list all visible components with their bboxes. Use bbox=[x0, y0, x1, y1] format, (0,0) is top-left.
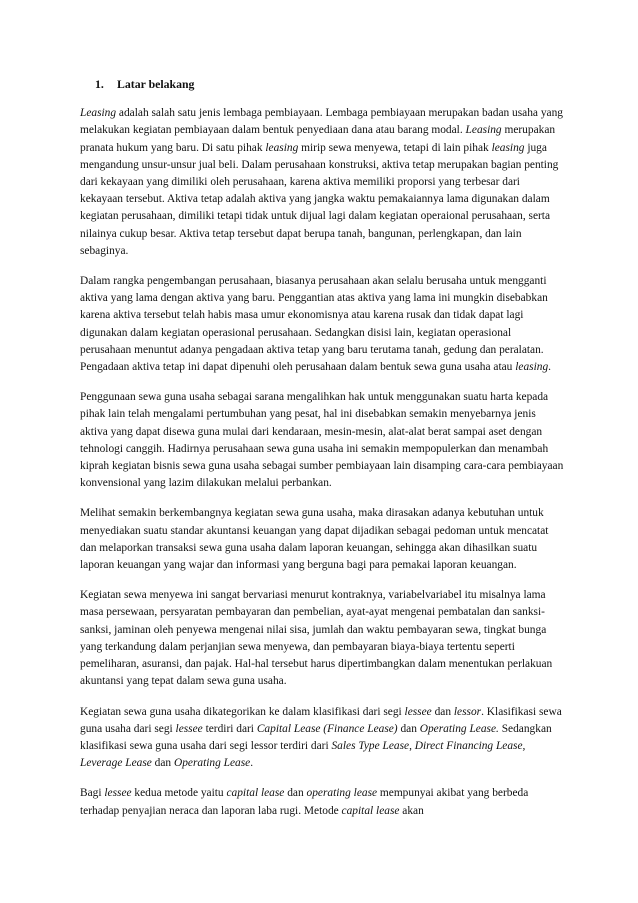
italic-term: Direct Financing Lease, Leverage Lease bbox=[80, 739, 526, 770]
text-run: mempunyai akibat yang berbeda terhadap penyajian neraca dan laporan laba rugi. Metode bbox=[80, 787, 529, 817]
text-run: Dalam rangka pengembangan perusahaan, biasanya perusahaan akan selalu berusaha untuk mengganti aktiva yang lama dengan aktiva yang baru. Penggantian atas aktiva yang lama ini mungkin disebabkan karena aktiva tersebut telah habis masa umur ekonomisnya atau karena rusak dan tidak dapat lagi digunakan dalam kegiatan operasional perusahaan. Sedangkan disisi lain, kegiatan operasional perusahaan menuntut adanya pengadaan aktiva tetap yang baru terutama tanah, gedung dan peralatan. Pengadaan aktiva tetap ini dapat dipenuhi oleh perusahaan dalam bentuk sewa guna usaha atau bbox=[80, 275, 548, 374]
italic-term: leasing bbox=[265, 141, 299, 154]
section-title: Latar belakang bbox=[117, 77, 195, 91]
paragraph bbox=[80, 105, 564, 260]
paragraph bbox=[80, 704, 564, 773]
paragraph bbox=[80, 587, 564, 690]
italic-term: Sales Type Lease bbox=[331, 739, 410, 752]
text-run: Sedangkan klasifikasi sewa guna usaha dari segi lessor terdiri dari bbox=[80, 722, 552, 752]
paragraph bbox=[80, 785, 564, 819]
italic-term: lessor bbox=[453, 705, 482, 718]
italic-term: lessee bbox=[404, 705, 432, 718]
text-run: merupakan pranata hukum yang baru. Di satu pihak bbox=[80, 124, 556, 154]
text-run: dan bbox=[397, 722, 420, 735]
italic-term: operating lease bbox=[306, 787, 378, 800]
text-run: mirip sewa menyewa, tetapi di lain pihak bbox=[298, 141, 492, 154]
text-run: dan bbox=[151, 757, 174, 770]
text-run: Penggunaan sewa guna usaha sebagai sarana mengalihkan hak untuk menggunakan suatu harta kepada pihak lain telah mengalami pertumbuhan yang pesat, hal ini disebabkan semakin menyebarnya jenis aktiva yang dapat disewa guna mulai dari kendaraan, mesin-mesin, alat-alat berat sampai aset dengan tehnologi canggih. Hadirnya perusahaan sewa guna usaha ini semakin mempopulerkan dan menambah kiprah kegiatan bisnis sewa guna usaha sebagai sumber pembiayaan lain disamping cara-cara pembiayaan konvensional yang lazim dilakukan melalui perbankan. bbox=[80, 391, 564, 490]
italic-term: Leasing bbox=[465, 124, 502, 137]
text-run: . bbox=[548, 361, 551, 374]
italic-term: capital lease bbox=[226, 787, 285, 800]
text-run: . Klasifikasi sewa guna usaha dari segi bbox=[80, 705, 562, 735]
italic-term: Capital Lease (Finance Lease) bbox=[256, 722, 398, 735]
text-run: Kegiatan sewa menyewa ini sangat bervariasi menurut kontraknya, variabelvariabel itu misalnya lama masa persewaan, persyaratan pembayaran dan pembelian, ayat-ayat mengenai pembatalan dan sanksi-sanksi, jaminan oleh penyewa mengenai nilai sisa, jumlah dan waktu pembayaran sewa, tingkat bunga yang terkandung dalam perjanjian sewa menyewa, dan pembayaran biaya-biaya tertentu seperti pemeliharan, asuransi, dan pajak. Hal-hal tersebut harus dipertimbangkan dalam menentukan perlakuan akuntansi yang tepat dalam sewa guna usaha. bbox=[80, 589, 553, 688]
document-body bbox=[80, 105, 564, 820]
text-run: dan bbox=[431, 705, 454, 718]
section-number: 1. bbox=[95, 77, 104, 91]
paragraph bbox=[80, 273, 564, 376]
italic-term: lessee bbox=[175, 722, 203, 735]
italic-term: lessee bbox=[104, 787, 132, 800]
text-run: , bbox=[409, 739, 415, 752]
text-run: akan bbox=[399, 804, 424, 817]
italic-term: Operating Lease. bbox=[419, 722, 499, 735]
italic-term: Operating Lease bbox=[173, 757, 251, 770]
text-run: adalah salah satu jenis lembaga pembiayaan. Lembaga pembiayaan merupakan badan usaha yang melakukan kegiatan pembiayaan dalam bentuk penyediaan dana atau barang modal. bbox=[80, 107, 563, 137]
paragraph bbox=[80, 389, 564, 492]
text-run: . bbox=[250, 757, 254, 770]
paragraph bbox=[80, 505, 564, 574]
text-run: kedua metode yaitu bbox=[131, 787, 227, 800]
italic-term: capital lease bbox=[341, 804, 400, 817]
italic-term: leasing bbox=[491, 141, 525, 154]
text-run: Kegiatan sewa guna usaha dikategorikan ke dalam klasifikasi dari segi bbox=[80, 705, 405, 718]
text-run: Bagi bbox=[80, 787, 105, 800]
italic-term: leasing bbox=[515, 361, 549, 374]
section-heading bbox=[95, 76, 564, 93]
text-run: dan bbox=[284, 787, 307, 800]
text-run: Melihat semakin berkembangnya kegiatan sewa guna usaha, maka dirasakan adanya kebutuhan untuk menyediakan suatu standar akuntansi keuangan yang dapat dijadikan sebagai pedoman untuk mencatat dan melaporkan transaksi sewa guna usaha dalam laporan keuangan, sehingga akan dihasilkan suatu laporan keuangan yang wajar dan informasi yang berguna bagi para pemakai laporan keuangan. bbox=[80, 507, 549, 572]
text-run: terdiri dari bbox=[202, 722, 257, 735]
text-run: juga mengandung unsur-unsur jual beli. Dalam perusahaan konstruksi, aktiva tetap merupakan bagian penting dari kekayaan yang dimiliki oleh perusahaan, karena aktiva memiliki proporsi yang terbesar dari kekayaan tersebut. Aktiva tetap adalah aktiva yang jangka waktu pemakaiannya lama digunakan dalam kegiatan perusahaan, dimiliki tetapi tidak untuk dijual lagi dalam kegiatan operaional perusahaan, serta nilainya cukup besar. Aktiva tetap tersebut dapat berupa tanah, bangunan, perlengkapan, dan lain sebaginya. bbox=[80, 141, 559, 257]
italic-term: Leasing bbox=[80, 107, 117, 120]
